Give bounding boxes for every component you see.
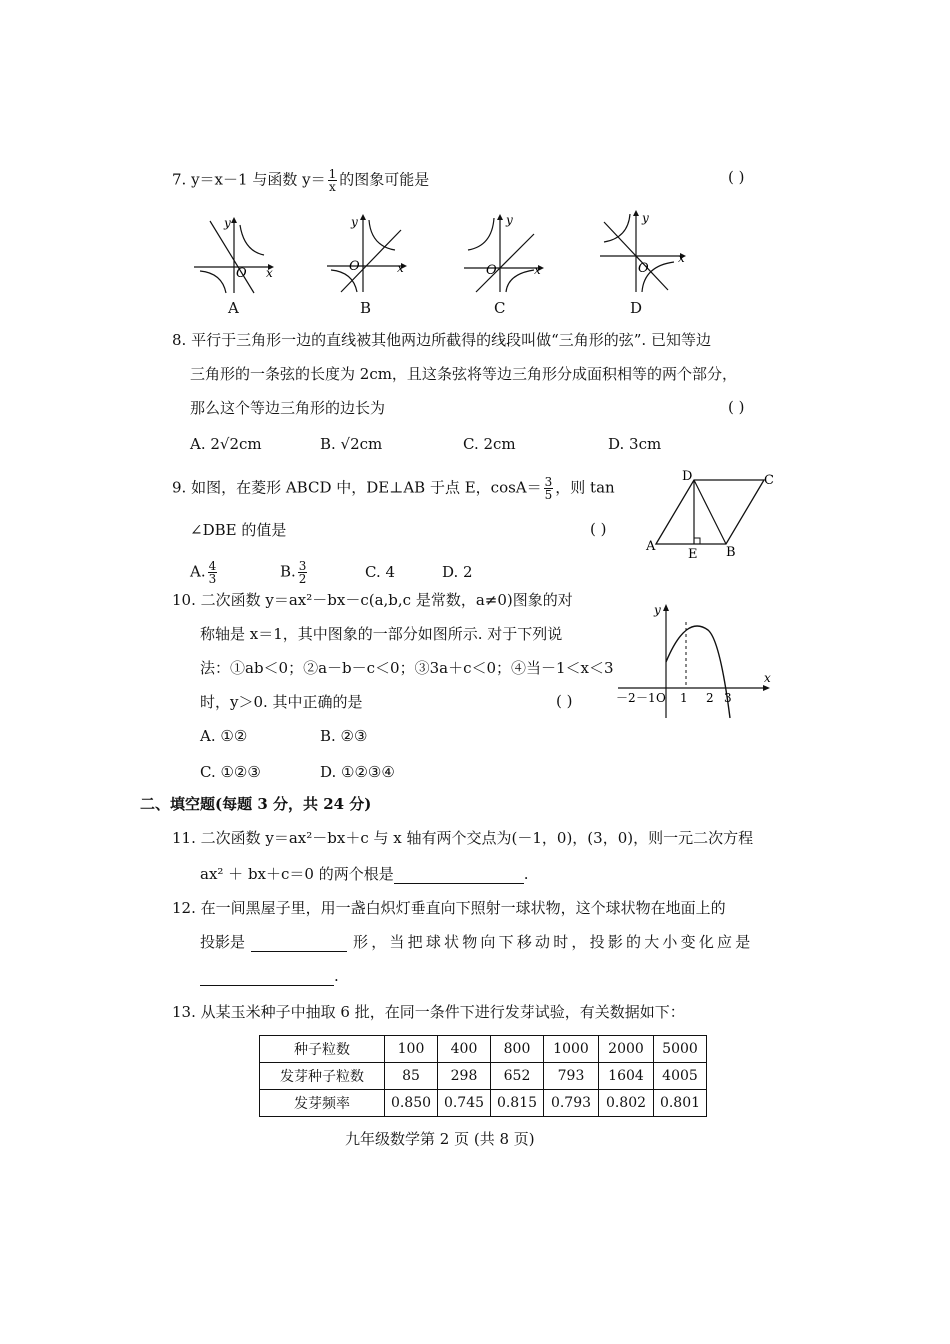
q9-label-c: C xyxy=(764,473,774,488)
q13-data-table xyxy=(259,1035,707,1117)
q8-option-a: A. 2√2cm xyxy=(190,435,262,453)
q9-answer-paren: ( ) xyxy=(590,520,607,538)
q7-graph-c xyxy=(462,212,552,294)
q12-line1: 12. 在一间黑屋子里，用一盏白炽灯垂直向下照射一球状物，这个球状物在地面上的 xyxy=(172,899,726,917)
q10-tick-origin: O xyxy=(656,691,666,705)
q7-graph-d xyxy=(598,208,694,294)
table-row xyxy=(260,1036,707,1063)
q9-option-d: D. 2 xyxy=(442,563,473,581)
table-cell: 2000 xyxy=(599,1036,654,1063)
q7-option-a: A xyxy=(228,299,239,317)
table-cell: 800 xyxy=(491,1036,544,1063)
q10-answer-paren: ( ) xyxy=(556,692,573,710)
q10-line4: 时，y＞0. 其中正确的是 xyxy=(200,693,363,711)
table-cell: 0.793 xyxy=(544,1090,599,1117)
q7d-origin: O xyxy=(638,261,649,276)
q10-option-c: C. ①②③ xyxy=(200,763,261,781)
q7-stem: 7. y＝x－1 与函数 y＝ $\frac{1}{x}$ 的图象可能是 xyxy=(172,167,430,194)
q10-option-b: B. ②③ xyxy=(320,727,368,745)
q7a-y-label: y xyxy=(224,216,231,230)
q9-label-e: E xyxy=(688,547,698,562)
q10-tick-2: 2 xyxy=(706,691,714,705)
q10-x-label: x xyxy=(764,671,771,685)
q8-option-b: B. √2cm xyxy=(320,435,383,453)
q10-option-a: A. ①② xyxy=(200,727,248,745)
q12-answer-blank-2[interactable] xyxy=(200,967,334,986)
q8-answer-paren: ( ) xyxy=(728,398,745,416)
table-cell: 发芽频率 xyxy=(260,1090,385,1117)
q7d-y-label: y xyxy=(642,211,649,225)
q10-tick-3: 3 xyxy=(724,691,732,705)
q7c-origin: O xyxy=(486,263,497,278)
q12-answer-blank-1[interactable] xyxy=(251,933,347,952)
q7-graph-b xyxy=(325,212,415,294)
table-cell: 5000 xyxy=(654,1036,707,1063)
q8-option-c: C. 2cm xyxy=(463,435,516,453)
section2-title: 二、填空题(每题 3 分，共 24 分) xyxy=(140,795,372,813)
q7c-x-label: x xyxy=(534,263,541,277)
page-footer: 九年级数学第 2 页 (共 8 页) xyxy=(345,1130,535,1148)
q7b-y-label: y xyxy=(351,215,358,229)
q10-y-label: y xyxy=(654,603,661,617)
q9-label-b: B xyxy=(726,545,736,560)
q10-tick-neg2: －2 xyxy=(616,691,636,705)
table-cell: 0.850 xyxy=(385,1090,438,1117)
table-cell: 4005 xyxy=(654,1063,707,1090)
q10-line3: 法：①ab＜0；②a－b－c＜0；③3a＋c＜0；④当－1＜x＜3 xyxy=(200,659,614,677)
q7a-origin: O xyxy=(236,266,247,281)
q9-label-a: A xyxy=(646,539,656,554)
q8-option-d: D. 3cm xyxy=(608,435,662,453)
table-cell: 85 xyxy=(385,1063,438,1090)
q7d-x-label: x xyxy=(678,251,685,265)
q7-fraction: $\frac{1}{x}$ xyxy=(328,167,337,194)
q10-parabola-figure xyxy=(614,602,780,722)
q9-line2: ∠DBE 的值是 xyxy=(190,521,287,539)
q10-line1: 10. 二次函数 y＝ax²－bx－c(a,b,c 是常数，a≠0)图象的对 xyxy=(172,591,573,609)
q8-line2: 三角形的一条弦的长度为 2cm，且这条弦将等边三角形分成面积相等的两个部分， xyxy=(190,365,737,383)
q9-option-a: A. $\frac{4}{3}$ xyxy=(190,559,217,586)
q12-line3: . xyxy=(200,966,339,986)
q9-option-b: B. $\frac{3}{2}$ xyxy=(280,559,307,586)
table-cell: 298 xyxy=(438,1063,491,1090)
q9-stem: 9. 如图，在菱形 ABCD 中，DE⊥AB 于点 E，cosA＝ $\frac{3}{5}$ ，则 tan xyxy=(172,475,615,502)
table-cell: 400 xyxy=(438,1036,491,1063)
table-cell: 发芽种子粒数 xyxy=(260,1063,385,1090)
q7c-y-label: y xyxy=(506,213,513,227)
q10-tick-neg1: －1 xyxy=(636,691,656,705)
q11-line1: 11. 二次函数 y＝ax²－bx＋c 与 x 轴有两个交点为(－1，0)，(3，0)，则一元二次方程 xyxy=(172,829,754,847)
q9-rhombus-figure xyxy=(644,468,780,560)
q10-tick-1: 1 xyxy=(680,691,688,705)
table-cell: 652 xyxy=(491,1063,544,1090)
q10-line2: 称轴是 x＝1，其中图象的一部分如图所示. 对于下列说 xyxy=(200,625,563,643)
table-cell: 0.801 xyxy=(654,1090,707,1117)
table-cell: 793 xyxy=(544,1063,599,1090)
q7-graph-a xyxy=(192,215,282,295)
table-row xyxy=(260,1090,707,1117)
q9-option-c: C. 4 xyxy=(365,563,396,581)
table-cell: 1000 xyxy=(544,1036,599,1063)
q7-option-b: B xyxy=(360,299,372,317)
q12-line2: 投影是 形，当把球状物向下移动时，投影的大小变化应是 xyxy=(200,933,754,951)
q10-option-d: D. ①②③④ xyxy=(320,763,395,781)
q9-fraction: $\frac{3}{5}$ xyxy=(544,475,553,502)
table-cell: 100 xyxy=(385,1036,438,1063)
table-cell: 0.802 xyxy=(599,1090,654,1117)
q7b-origin: O xyxy=(349,259,360,274)
table-cell: 0.745 xyxy=(438,1090,491,1117)
q7b-x-label: x xyxy=(397,261,404,275)
q9-label-d: D xyxy=(682,469,693,484)
q7-answer-paren: ( ) xyxy=(728,168,745,186)
q8-line1: 8. 平行于三角形一边的直线被其他两边所截得的线段叫做“三角形的弦”. 已知等边 xyxy=(172,331,711,349)
q11-line2: ax² ＋ bx＋c＝0 的两个根是 . xyxy=(200,865,529,883)
q8-line3: 那么这个等边三角形的边长为 xyxy=(190,399,386,417)
table-cell: 1604 xyxy=(599,1063,654,1090)
table-row xyxy=(260,1063,707,1090)
q7-option-d: D xyxy=(630,299,643,317)
q11-answer-blank[interactable] xyxy=(394,865,524,884)
q13-line1: 13. 从某玉米种子中抽取 6 批，在同一条件下进行发芽试验，有关数据如下： xyxy=(172,1003,685,1021)
table-cell: 种子粒数 xyxy=(260,1036,385,1063)
q7-option-c: C xyxy=(494,299,506,317)
table-cell: 0.815 xyxy=(491,1090,544,1117)
q7a-x-label: x xyxy=(266,266,273,280)
